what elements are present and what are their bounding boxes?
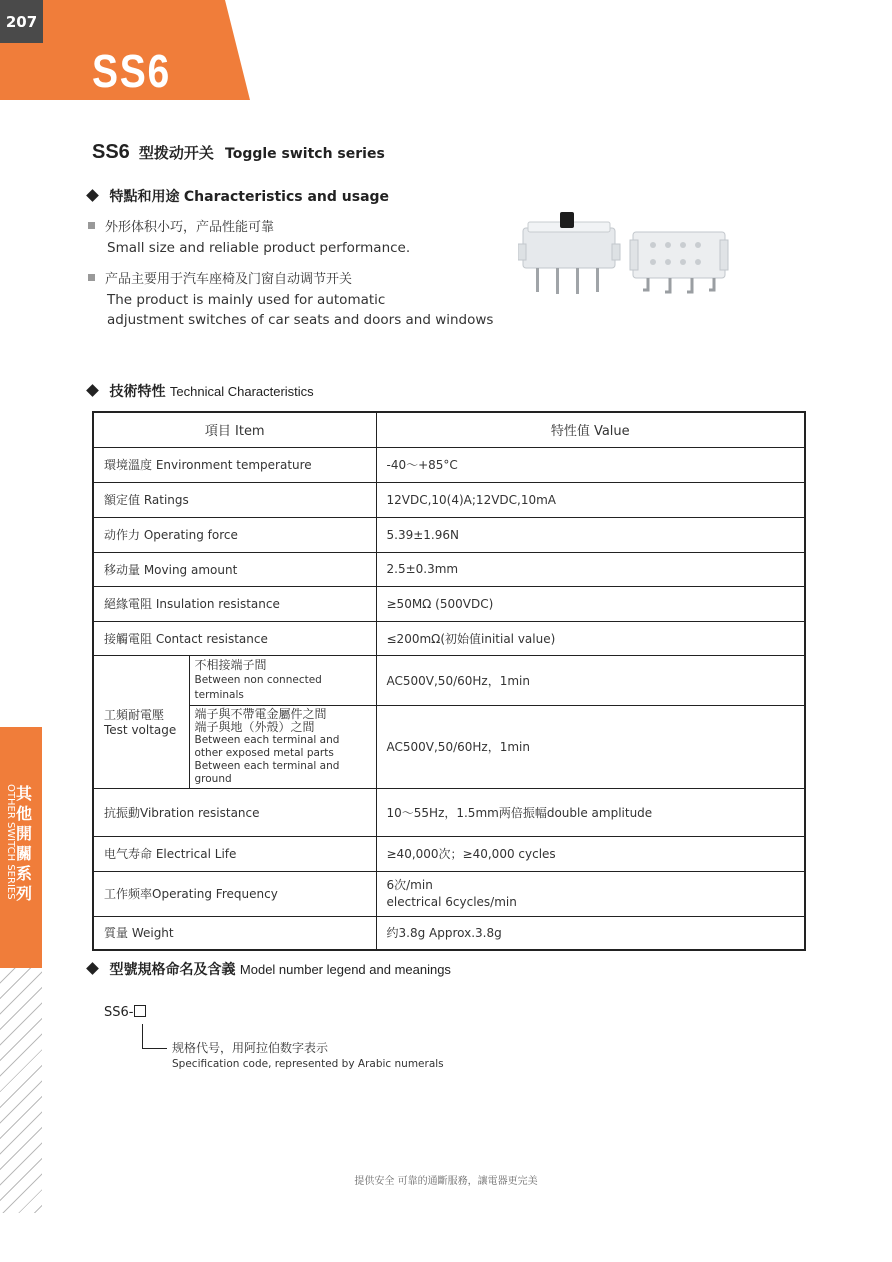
test-voltage-label-en: Test voltage bbox=[104, 723, 177, 737]
diamond-icon bbox=[86, 384, 99, 397]
switch-back-view bbox=[630, 232, 728, 292]
test-voltage-row-2 bbox=[93, 705, 805, 788]
diamond-icon bbox=[86, 962, 99, 975]
table-row bbox=[93, 586, 805, 621]
test-voltage-sub2 bbox=[189, 705, 376, 788]
row-item: 絕緣電阻 Insulation resistance bbox=[93, 586, 376, 621]
row-value: 约3.8g Approx.3.8g bbox=[376, 916, 805, 950]
item-1-en: Small size and reliable product performance. bbox=[107, 240, 411, 256]
item-1-cn: 外形体积小巧，产品性能可靠 bbox=[105, 220, 275, 235]
item-2-en-1: The product is mainly used for automatic bbox=[107, 292, 386, 308]
row-value: -40～+85°C bbox=[376, 447, 805, 482]
row-item: 接觸電阻 Contact resistance bbox=[93, 621, 376, 655]
freq-value-2: electrical 6cycles/min bbox=[386, 894, 517, 909]
row-item: 抗振動Vibration resistance bbox=[93, 788, 376, 836]
test-voltage-value-1: AC500V,50/60Hz，1min bbox=[376, 655, 805, 705]
row-value: ≥40,000次；≥40,000 cycles bbox=[376, 836, 805, 871]
model-legend-description bbox=[172, 1040, 444, 1072]
table-row bbox=[93, 552, 805, 586]
model-legend-heading-en: Model number legend and meanings bbox=[239, 962, 451, 977]
table-row bbox=[93, 836, 805, 871]
test-voltage-value-2: AC500V,50/60Hz，1min bbox=[376, 705, 805, 788]
sub2-en-3: Between each terminal and ground bbox=[194, 759, 340, 785]
technical-heading-cn: 技術特性 bbox=[109, 384, 166, 400]
technical-heading-en: Technical Characteristics bbox=[169, 384, 314, 399]
row-item: 电气寿命 Electrical Life bbox=[93, 836, 376, 871]
footer-slogan: 提供安全 可靠的通斷服務，讓電器更完美 bbox=[354, 1176, 538, 1187]
model-legend-heading bbox=[88, 959, 451, 979]
row-value: 10～55Hz，1.5mm两倍振幅double amplitude bbox=[376, 788, 805, 836]
table-row bbox=[93, 621, 805, 655]
row-item: 动作力 Operating force bbox=[93, 517, 376, 552]
side-category-tab bbox=[0, 727, 42, 968]
row-item: 環境溫度 Environment temperature bbox=[93, 447, 376, 482]
table-row bbox=[93, 871, 805, 916]
table-row bbox=[93, 517, 805, 552]
model-legend-heading-cn: 型號規格命名及含義 bbox=[109, 962, 236, 978]
switch-front-view bbox=[518, 212, 620, 294]
table-row bbox=[93, 788, 805, 836]
row-item: 工作频率Operating Frequency bbox=[93, 871, 376, 916]
technical-heading bbox=[88, 381, 314, 401]
model-code bbox=[104, 1005, 146, 1020]
series-title bbox=[92, 141, 385, 164]
product-photo bbox=[518, 210, 733, 305]
bullet-square-icon bbox=[88, 274, 95, 281]
diamond-icon bbox=[86, 189, 99, 202]
sub1-cn: 不相接端子間 bbox=[194, 657, 267, 672]
legend-desc-cn: 规格代号，用阿拉伯数字表示 bbox=[172, 1041, 329, 1055]
row-value: 12VDC,10(4)A;12VDC,10mA bbox=[376, 482, 805, 517]
row-item: 移动量 Moving amount bbox=[93, 552, 376, 586]
side-tab-cn: 其他開關系列 bbox=[16, 784, 33, 903]
row-value: 2.5±0.3mm bbox=[376, 552, 805, 586]
model-title: SS6 bbox=[92, 45, 172, 97]
table-row bbox=[93, 447, 805, 482]
sub2-cn-2: 端子與地（外殼）之間 bbox=[194, 719, 315, 734]
code-placeholder-box bbox=[134, 1005, 146, 1017]
series-name-en: Toggle switch series bbox=[225, 146, 385, 162]
test-voltage-sub1 bbox=[189, 655, 376, 705]
row-value bbox=[376, 871, 805, 916]
table-row bbox=[93, 482, 805, 517]
legend-connector bbox=[142, 1024, 167, 1049]
test-voltage-row-1 bbox=[93, 655, 805, 705]
test-voltage-label bbox=[93, 655, 189, 788]
sub2-cn-1: 端子與不帶電金屬件之間 bbox=[194, 706, 327, 721]
spec-table bbox=[92, 411, 806, 951]
sub1-en: Between non connected terminals bbox=[194, 673, 322, 701]
characteristics-heading-cn: 特點和用途 bbox=[109, 189, 180, 205]
row-item: 質量 Weight bbox=[93, 916, 376, 950]
series-name-cn: 型拨动开关 bbox=[138, 144, 214, 162]
sub2-en-2: other exposed metal parts bbox=[194, 746, 334, 759]
table-row bbox=[93, 916, 805, 950]
table-header-row bbox=[93, 412, 805, 447]
characteristics-item-1 bbox=[88, 218, 410, 258]
item-2-cn: 产品主要用于汽车座椅及门窗自动调节开关 bbox=[105, 272, 353, 287]
characteristics-heading-en: Characteristics and usage bbox=[183, 189, 390, 205]
row-item: 額定值 Ratings bbox=[93, 482, 376, 517]
side-tab-en: OTHER SWITCH SERIES bbox=[5, 784, 16, 900]
page-number: 207 bbox=[0, 0, 43, 43]
col-value-header: 特性值 Value bbox=[376, 412, 805, 447]
legend-desc-en: Specification code, represented by Arabic numerals bbox=[172, 1058, 444, 1070]
sub2-en-1: Between each terminal and bbox=[194, 733, 340, 746]
characteristics-item-2 bbox=[88, 270, 493, 330]
row-value: ≤200mΩ(初始值initial value) bbox=[376, 621, 805, 655]
freq-value-1: 6次/min bbox=[386, 877, 433, 892]
series-model: SS6 bbox=[92, 141, 130, 163]
col-item-header: 項目 Item bbox=[93, 412, 376, 447]
model-code-text: SS6- bbox=[104, 1005, 134, 1020]
row-value: ≥50MΩ (500VDC) bbox=[376, 586, 805, 621]
test-voltage-label-cn: 工頻耐電壓 bbox=[104, 708, 165, 722]
characteristics-heading bbox=[88, 186, 389, 206]
row-value: 5.39±1.96N bbox=[376, 517, 805, 552]
bullet-square-icon bbox=[88, 222, 95, 229]
item-2-en-2: adjustment switches of car seats and doors and windows bbox=[107, 312, 494, 328]
